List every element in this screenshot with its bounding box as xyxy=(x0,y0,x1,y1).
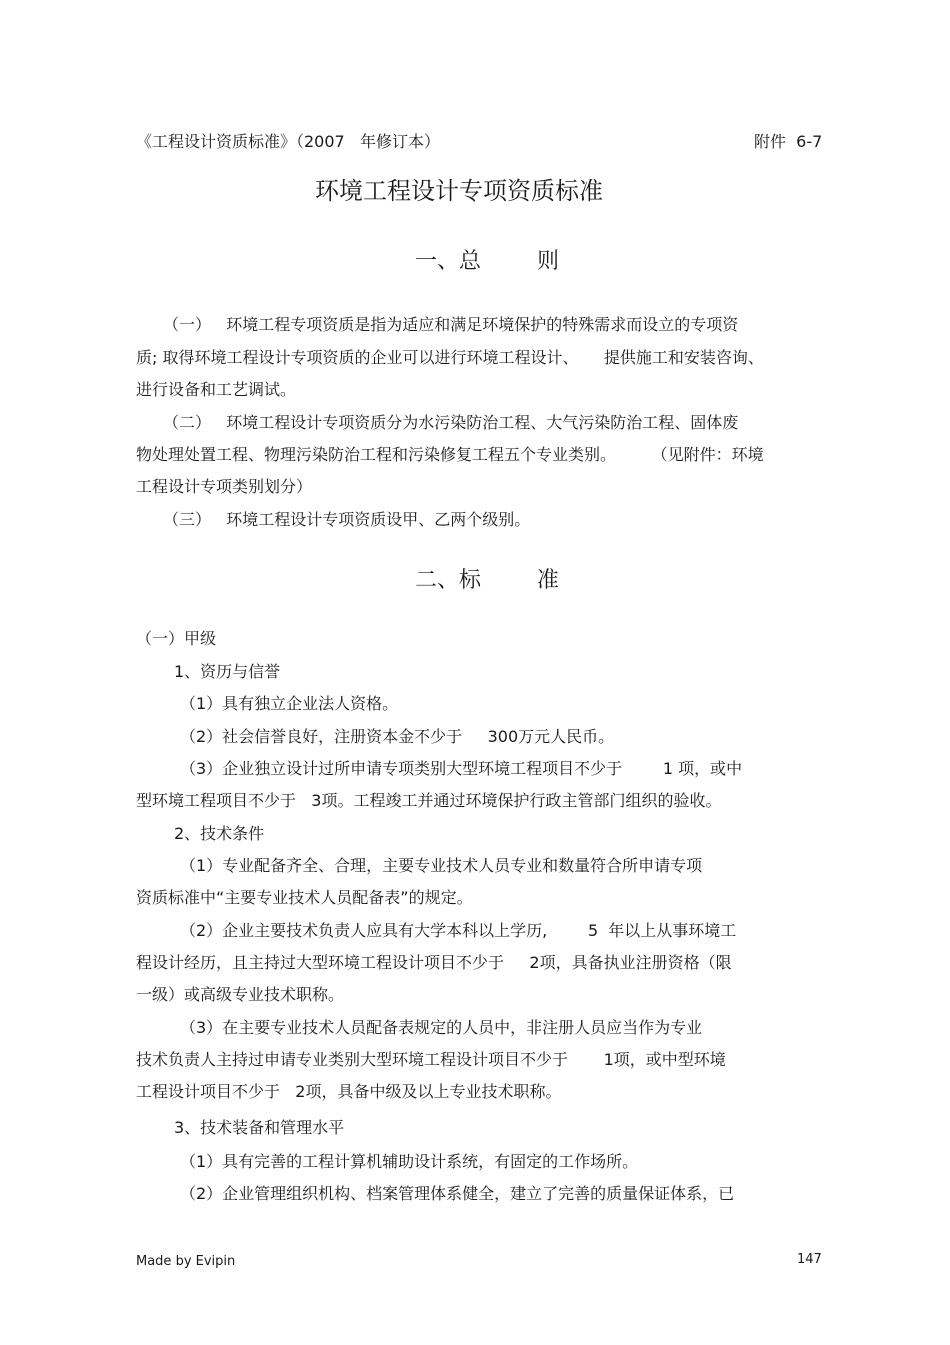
paragraph-line: 工程设计专项类别划分） xyxy=(136,477,313,496)
paragraph-line: （二） 环境工程设计专项资质分为水污染防治工程、大气污染防治工程、固体废 xyxy=(163,413,739,432)
paragraph-line: 1、资历与信誉 xyxy=(174,662,281,681)
paragraph-line: 进行设备和工艺调试。 xyxy=(136,380,297,399)
paragraph-line: （2）社会信誉良好，注册资本金不少于 300万元人民币。 xyxy=(180,727,615,746)
document-title: 环境工程设计专项资质标准 xyxy=(315,177,603,205)
paragraph-line: 程设计经历，且主持过大型环境工程设计项目不少于 2项，具备执业注册资格（限 xyxy=(136,953,732,972)
paragraph-line: 3、技术装备和管理水平 xyxy=(174,1118,345,1137)
paragraph-line: （2）企业管理组织机构、档案管理体系健全，建立了完善的质量保证体系，已 xyxy=(180,1184,735,1203)
section-heading-general: 一、总 则 xyxy=(415,249,559,274)
paragraph-line: （3）在主要专业技术人员配备表规定的人员中，非注册人员应当作为专业 xyxy=(180,1018,703,1037)
paragraph-line: 物处理处置工程、物理污染防治工程和污染修复工程五个专业类别。 （见附件：环境 xyxy=(136,445,764,464)
paragraph-line: （三） 环境工程设计专项资质设甲、乙两个级别。 xyxy=(163,510,531,529)
paragraph-line: （一） 环境工程专项资质是指为适应和满足环境保护的特殊需求而设立的专项资 xyxy=(163,315,739,334)
paragraph-line: 资质标准中“主要专业技术人员配备表”的规定。 xyxy=(136,888,473,907)
page-number: 147 xyxy=(797,1252,822,1267)
paragraph-line: （1）具有独立企业法人资格。 xyxy=(180,694,399,713)
paragraph-line: 质; 取得环境工程设计专项资质的企业可以进行环境工程设计、 提供施工和安装咨询、 xyxy=(136,348,764,367)
header-attachment-number: 附件 6-7 xyxy=(754,132,823,151)
footer-credit: Made by Evipin xyxy=(136,1254,236,1269)
paragraph-line: （3）企业独立设计过所申请专项类别大型环境工程项目不少于 1 项，或中 xyxy=(180,759,743,778)
paragraph-line: （2）企业主要技术负责人应具有大学本科以上学历, 5 年以上从事环境工 xyxy=(180,921,737,940)
paragraph-line: 型环境工程项目不少于 3项。工程竣工并通过环境保护行政主管部门组织的验收。 xyxy=(136,791,722,810)
paragraph-line: 技术负责人主持过申请专业类别大型环境工程设计项目不少于 1项，或中型环境 xyxy=(136,1050,726,1069)
paragraph-line: 2、技术条件 xyxy=(174,824,265,843)
paragraph-line: （1）具有完善的工程计算机辅助设计系统，有固定的工作场所。 xyxy=(180,1152,639,1171)
header-standard-reference: 《工程设计资质标准》（2007 年修订本） xyxy=(136,132,440,151)
paragraph-line: （1）专业配备齐全、合理，主要专业技术人员专业和数量符合所申请专项 xyxy=(180,856,703,875)
section-heading-standards: 二、标 准 xyxy=(415,568,559,593)
paragraph-line: （一）甲级 xyxy=(136,629,217,648)
paragraph-line: 一级）或高级专业技术职称。 xyxy=(136,985,345,1004)
paragraph-line: 工程设计项目不少于 2项，具备中级及以上专业技术职称。 xyxy=(136,1082,562,1101)
